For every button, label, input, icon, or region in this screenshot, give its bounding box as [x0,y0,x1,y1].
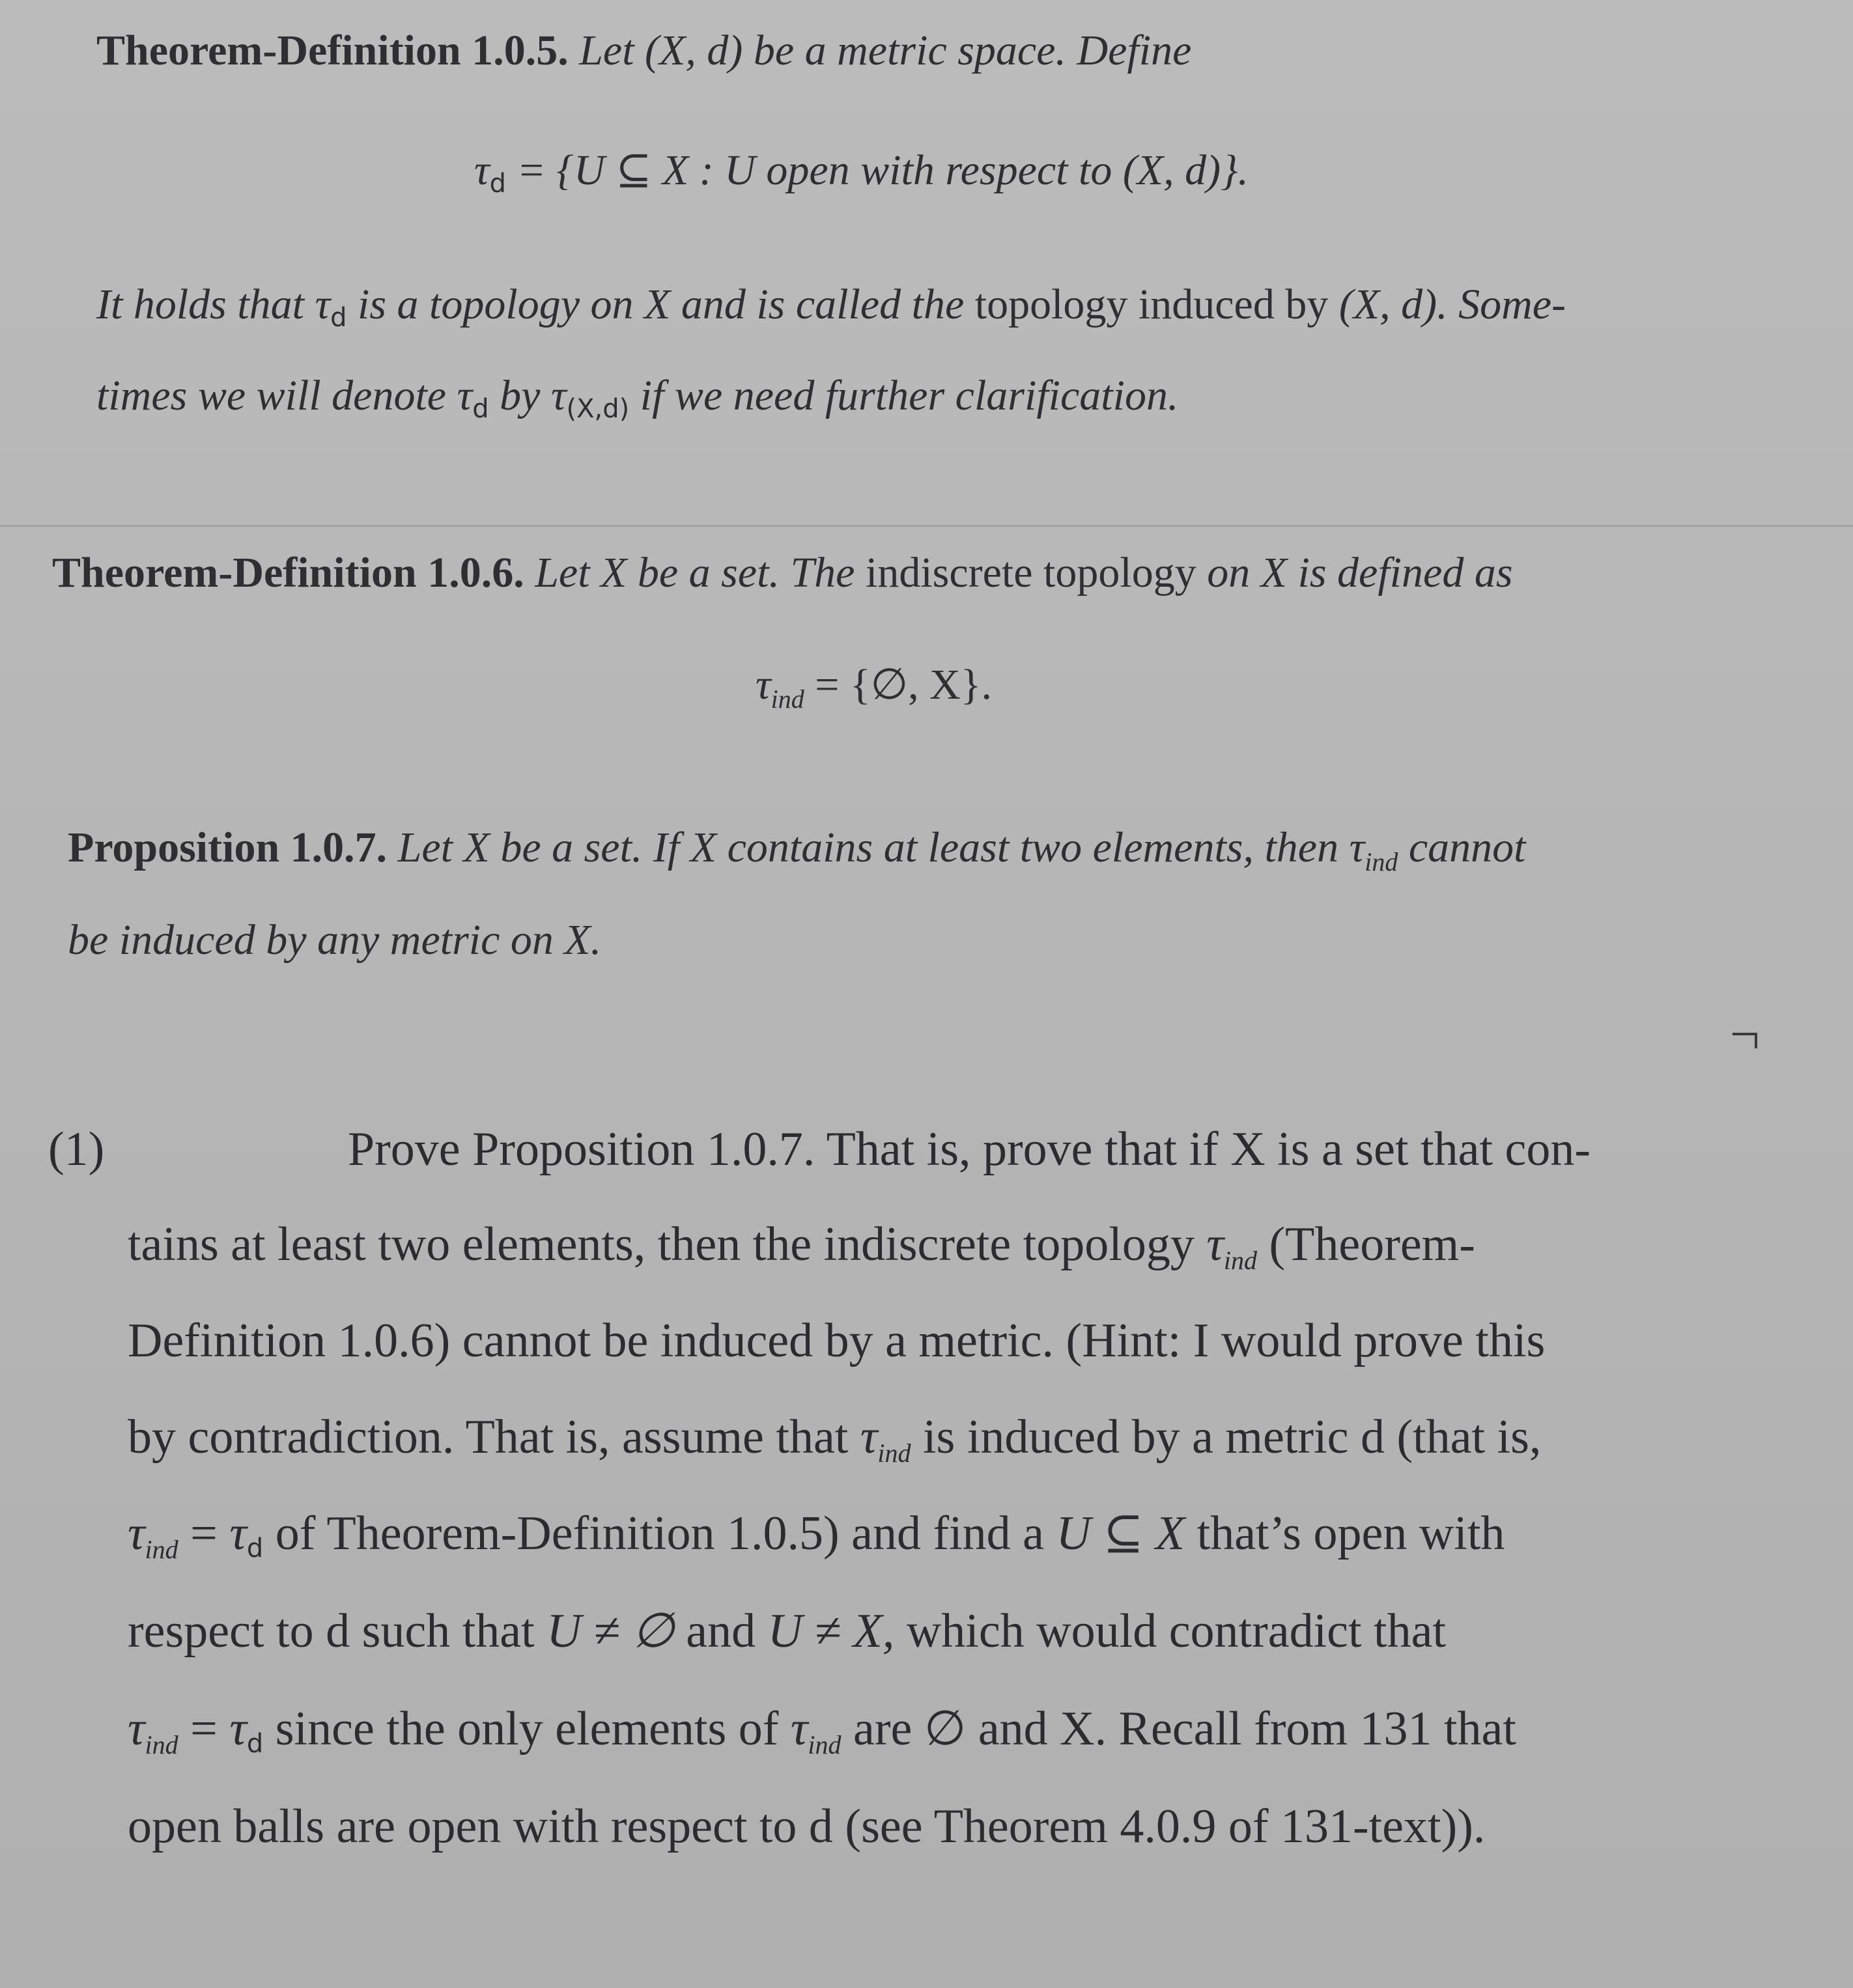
problem-line-5 [128,1504,1505,1579]
prop107-text: Let X be a set. If X contains at least two elements, then [397,824,1339,871]
problem-math: U ⊆ X [1056,1507,1185,1560]
problem-text: and [686,1604,756,1658]
tau-symbol: τ [229,1702,247,1756]
tau-subscript: ind [145,1730,178,1759]
problem-text: since the only elements of [275,1702,779,1756]
tau-symbol: τ [128,1507,145,1560]
tau-subscript: d [489,169,507,199]
problem-line-2 [128,1215,1475,1290]
tau-symbol: τ [756,661,771,708]
problem-text: of Theorem-Definition 1.0.5) and find a [275,1507,1044,1560]
tau-subscript: ind [771,684,804,714]
tau-subscript: ind [1223,1246,1257,1275]
td105-equation [474,145,1249,210]
td106-first-line [52,547,1513,599]
td106-equation-body: = {∅, X}. [815,661,992,708]
tau-subscript: d [246,1533,264,1563]
td105-heading: Theorem-Definition 1.0.5. [96,27,569,74]
tau-symbol: τ [550,372,567,419]
tau-symbol: τ [1349,824,1365,871]
equals-sign: = [190,1702,218,1756]
prop107-heading: Proposition 1.0.7. [68,824,388,871]
problem-line-6 [128,1602,1446,1660]
section-divider [0,525,1853,527]
tau-symbol: τ [474,147,490,194]
td105-line-2 [96,370,1178,435]
prop107-text: be induced by any metric on X. [68,916,602,964]
tau-symbol: τ [790,1702,808,1756]
td106-text: on X is defined as [1207,549,1513,596]
tau-symbol: τ [457,372,473,419]
td105-line-1 [96,279,1566,344]
tau-subscript: d [330,303,347,333]
problem-number: (1) [48,1123,105,1176]
tau-subscript: (X,d) [566,394,630,424]
td105-intro: Let (X, d) be a metric space. Define [579,27,1192,74]
td106-defined-term: indiscrete topology [865,549,1196,596]
problem-text: that’s open with [1196,1507,1505,1560]
td105-equation-body: = {U ⊆ X : U open with respect to (X, d)}. [516,147,1249,194]
tau-subscript: ind [877,1438,911,1468]
tau-symbol: τ [315,281,331,328]
tau-subscript: d [472,394,489,424]
prop107-line-2 [68,914,601,966]
td105-text: by [500,372,541,419]
problem-text: which would contradict that [906,1604,1447,1658]
problem-line-7 [128,1700,1516,1774]
td105-defined-term: topology induced by [974,281,1329,328]
problem-text: are ∅ and X. Recall from 131 that [853,1702,1516,1756]
problem-line-4 [128,1408,1541,1483]
problem-text: is induced by a metric d (that is, [922,1410,1542,1464]
td105-first-line [96,25,1191,77]
td105-text: if we need further clarification. [640,372,1179,419]
td105-text: It holds that [96,281,305,328]
td105-text: times we will denote [96,372,447,419]
problem-line-1: Prove Proposition 1.0.7. That is, prove that if X is a set that con- [348,1123,1591,1176]
problem-text: by contradiction. That is, assume that [128,1410,849,1464]
tau-subscript: ind [808,1730,842,1759]
tau-subscript: d [246,1729,264,1759]
tau-symbol: τ [128,1702,145,1756]
tau-symbol: τ [229,1507,247,1560]
problem-text: tains at least two elements, then the indiscrete topology [128,1218,1195,1271]
td105-text: is a topology on X and is called the [358,281,965,328]
tau-symbol: τ [860,1410,878,1464]
td105-text: (X, d). Some- [1338,281,1566,328]
problem-line-3: Definition 1.0.6) cannot be induced by a metric. (Hint: I would prove this [128,1314,1546,1367]
problem-math: U ≠ ∅ [546,1604,674,1658]
prop107-line-1 [68,822,1526,888]
tau-subscript: ind [1365,847,1398,876]
td106-heading: Theorem-Definition 1.0.6. [52,549,524,596]
prop107-text: cannot [1408,824,1526,871]
problem-text: (Theorem- [1269,1218,1475,1271]
td106-equation [756,659,992,725]
problem-line-8: open balls are open with respect to d (see Theorem 4.0.9 of 131-text)). [128,1800,1486,1853]
equals-sign: = [190,1507,218,1560]
tau-symbol: τ [1206,1218,1224,1271]
corner-bracket-mark [1733,1033,1757,1048]
td106-text: Let X be a set. The [535,549,855,596]
problem-math: U ≠ X, [767,1604,895,1658]
problem-text: respect to d such that [128,1604,535,1658]
tau-subscript: ind [145,1535,178,1564]
